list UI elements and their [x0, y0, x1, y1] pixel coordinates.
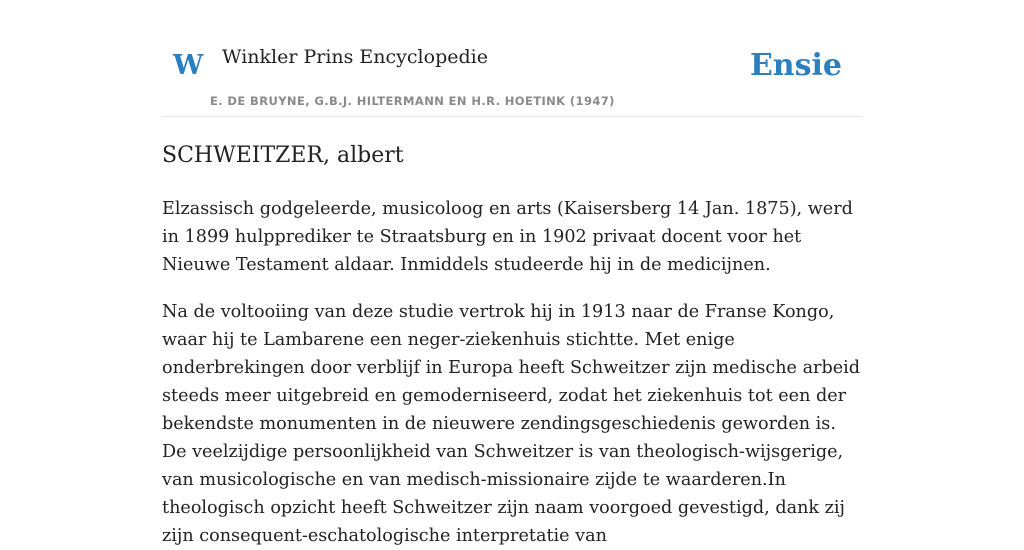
article-paragraph-2: Na de voltooiing van deze studie vertrok hij in 1913 naar de Franse Kongo, waar hij te Lambarene een neger-ziekenhuis stichtte. Met enige onderbrekingen door verblijf in Europa heeft Schweitzer zijn medische arbeid steeds meer uitgebreid en gemoderniseerd, zodat het ziekenhuis tot een der bekendste monumenten in de nieuwere zendingsgeschiedenis geworden is. De veelzijdige persoonlijkheid van Schweitzer is van theologisch-wijsgerige, van musicologische en van medisch-missionaire zijde te waarderen.In theologisch opzicht heeft Schweitzer zijn naam voorgoed gevestigd, dank zij zijn consequent-eschatologische interpretatie van — [162, 302, 861, 546]
publication-title[interactable]: Winkler Prins Encyclopedie — [222, 46, 488, 68]
publication-authors: E. DE BRUYNE, G.B.J. HILTERMANN EN H.R. HOETINK (1947) — [210, 94, 615, 108]
winkler-prins-logo[interactable]: W — [173, 50, 204, 81]
page — [162, 0, 862, 550]
ensie-logo[interactable]: Ensie — [749, 48, 842, 83]
site-header — [162, 0, 862, 117]
article-paragraph-1: Elzassisch godgeleerde, musicoloog en arts (Kaisersberg 14 Jan. 1875), werd in 1899 hulpprediker te Straatsburg en in 1902 privaat docent voor het Nieuwe Testament aldaar. Inmiddels studeerde hij in de medicijnen. — [162, 199, 853, 275]
entry-title: SCHWEITZER, albert — [162, 143, 404, 168]
